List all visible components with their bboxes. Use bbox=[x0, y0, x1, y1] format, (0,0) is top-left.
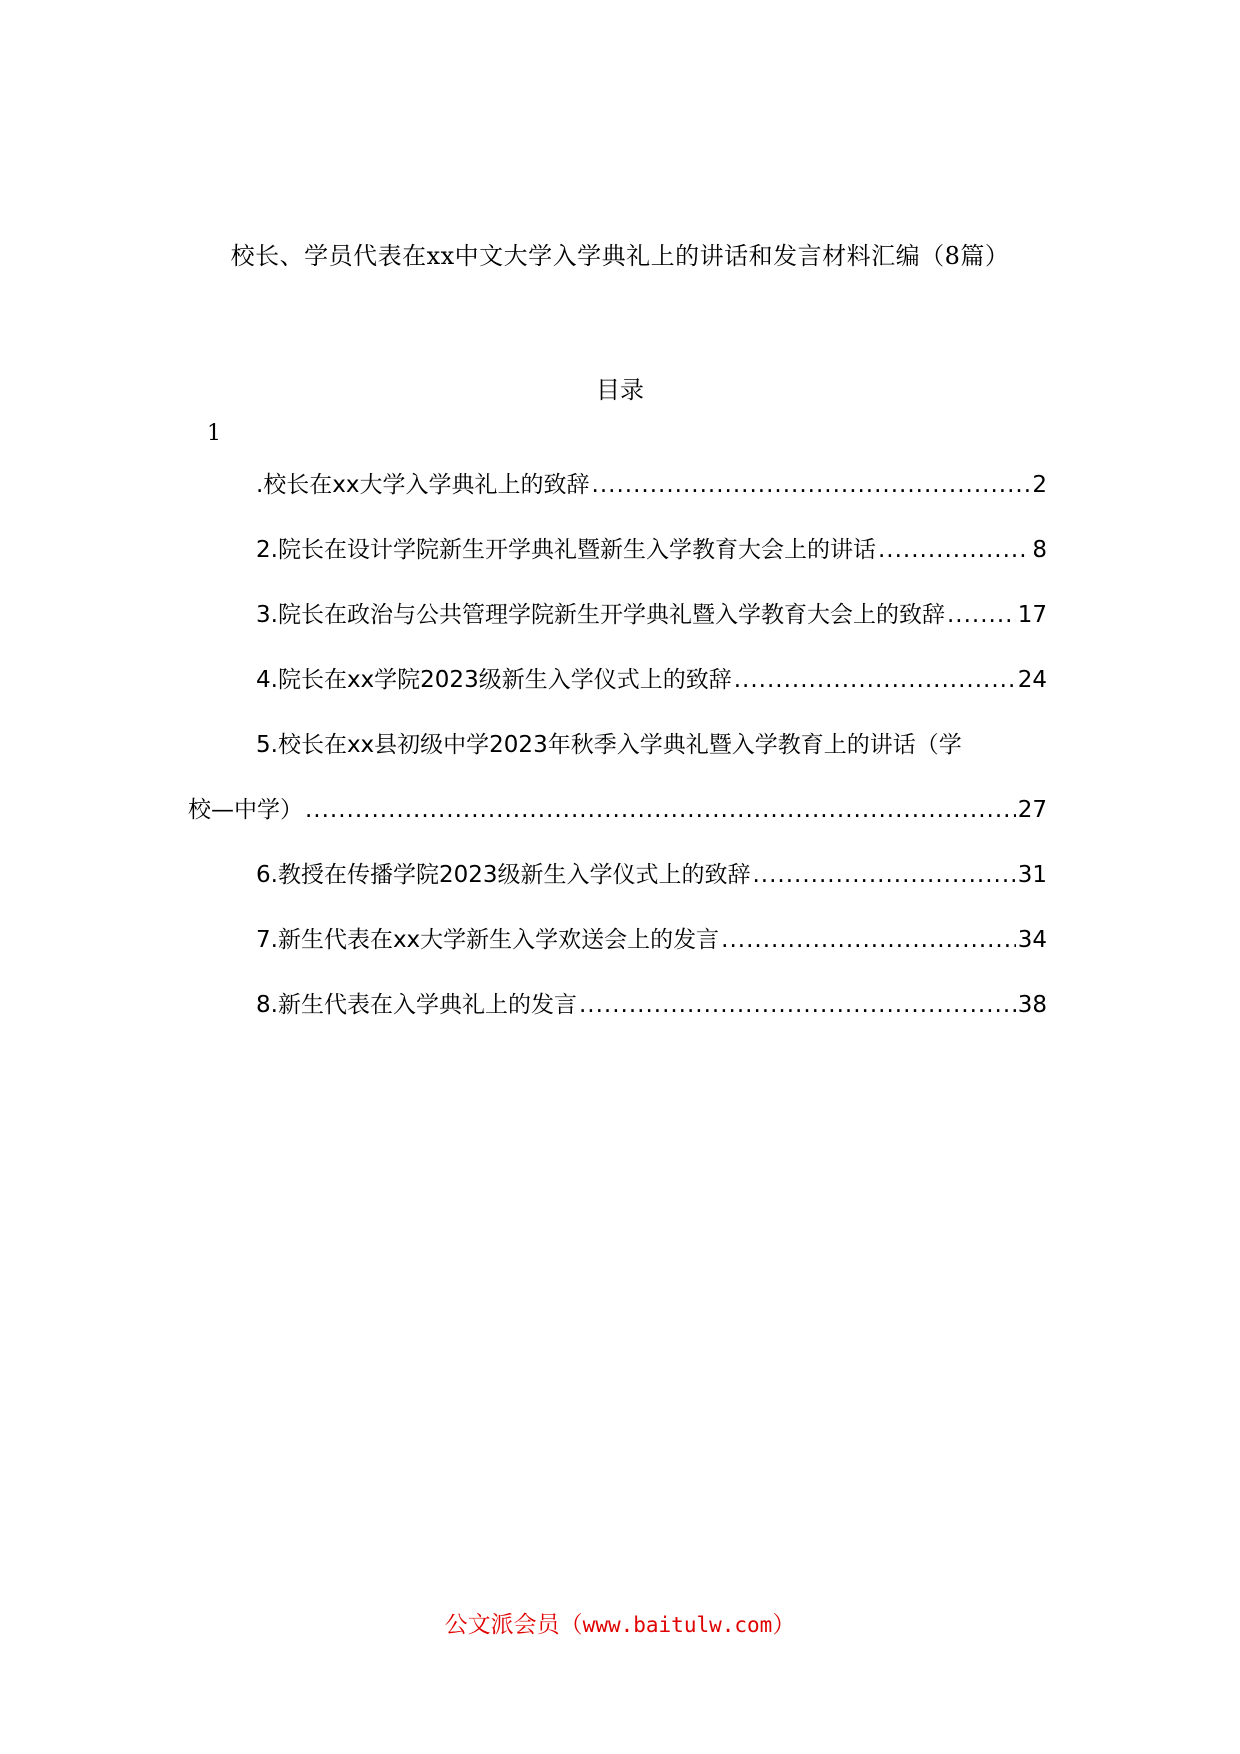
toc-entry-text: .校长在xx大学入学典礼上的致辞 bbox=[256, 472, 590, 498]
toc-leader bbox=[752, 862, 1015, 888]
toc-entry-text: 6.教授在传播学院2023级新生入学仪式上的致辞 bbox=[256, 862, 751, 888]
toc-page-number: 38 bbox=[1017, 992, 1047, 1018]
toc-leader bbox=[592, 472, 1031, 498]
toc-page-number: 2 bbox=[1032, 472, 1047, 498]
toc-entry-7[interactable] bbox=[256, 921, 1047, 954]
toc-entry-4[interactable] bbox=[256, 661, 1047, 694]
footer-watermark[interactable] bbox=[0, 1606, 1240, 1639]
toc-page-number: 34 bbox=[1017, 927, 1047, 953]
footer-open-paren: （ bbox=[559, 1612, 583, 1638]
stray-number: 1 bbox=[207, 421, 221, 446]
toc-leader bbox=[734, 667, 1016, 693]
toc-page-number: 8 bbox=[1032, 537, 1047, 563]
toc-entry-text: 7.新生代表在xx大学新生入学欢送会上的发言 bbox=[256, 927, 720, 953]
toc-leader bbox=[579, 992, 1016, 1018]
toc-entry-5-line1[interactable]: 5.校长在xx县初级中学2023年秋季入学典礼暨入学教育上的讲话（学 bbox=[256, 732, 962, 758]
toc-entry-text: 2.院长在设计学院新生开学典礼暨新生入学教育大会上的讲话 bbox=[256, 537, 876, 563]
toc-entry-text: 8.新生代表在入学典礼上的发言 bbox=[256, 992, 577, 1018]
toc-page-number: 27 bbox=[1017, 797, 1047, 823]
toc-entry-text: 4.院长在xx学院2023级新生入学仪式上的致辞 bbox=[256, 667, 732, 693]
toc-entry-text: 3.院长在政治与公共管理学院新生开学典礼暨入学教育大会上的致辞 bbox=[256, 602, 945, 628]
toc-entry-1[interactable] bbox=[256, 466, 1047, 499]
toc-entry-3[interactable] bbox=[256, 596, 1047, 629]
toc-entry-2[interactable] bbox=[256, 531, 1047, 564]
toc-entry-text: 校—中学） bbox=[188, 797, 303, 823]
toc-heading: 目录 bbox=[596, 376, 644, 404]
toc-entry-6[interactable] bbox=[256, 856, 1047, 889]
toc-leader bbox=[878, 537, 1030, 563]
toc-entry-5-line2[interactable] bbox=[188, 791, 1047, 824]
footer-url[interactable]: www.baitulw.com bbox=[582, 1613, 773, 1637]
footer-label: 公文派会员 bbox=[444, 1612, 560, 1638]
document-title: 校长、学员代表在xx中文大学入学典礼上的讲话和发言材料汇编（8篇） bbox=[230, 242, 1010, 270]
toc-leader bbox=[721, 927, 1016, 953]
toc-entry-8[interactable] bbox=[256, 986, 1047, 1019]
toc-page-number: 17 bbox=[1017, 602, 1047, 628]
toc-leader bbox=[305, 797, 1016, 823]
toc-page-number: 24 bbox=[1017, 667, 1047, 693]
toc-page-number: 31 bbox=[1017, 862, 1047, 888]
toc-leader bbox=[947, 602, 1016, 628]
footer-close-paren: ） bbox=[772, 1612, 796, 1638]
